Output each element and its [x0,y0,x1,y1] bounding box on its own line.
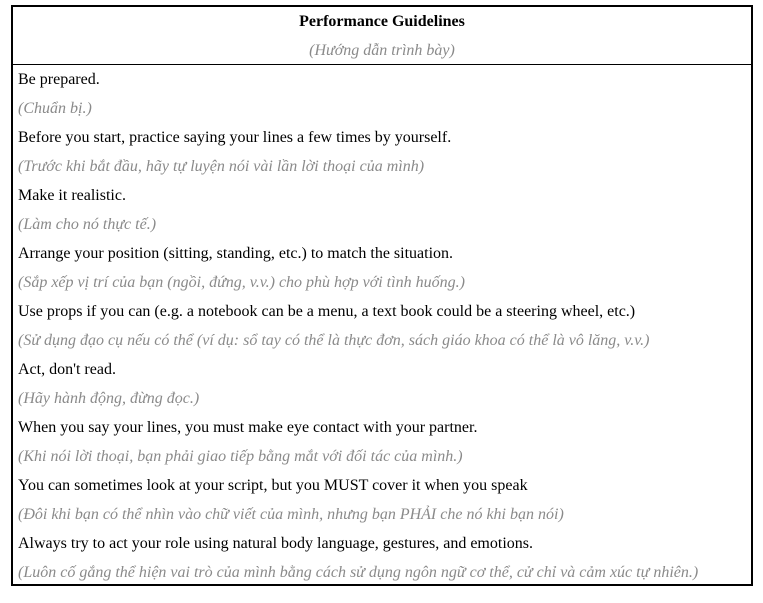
performance-guidelines-table [11,5,753,586]
guideline-english-text: Arrange your position (sitting, standing, etc.) to match the situation. [18,245,454,262]
guideline-english-text: When you say your lines, you must make eye contact with your partner. [18,419,478,436]
page-subtitle: (Hướng dẫn trình bày) [309,42,455,59]
guideline-row [18,529,745,587]
guidelines-list [13,65,751,587]
guideline-row [18,65,745,123]
guideline-row [18,471,745,529]
guideline-row [18,355,745,413]
table-header [13,7,751,65]
guideline-row [18,297,745,355]
guideline-english-text: Be prepared. [18,71,100,88]
guideline-english-text: Act, don't read. [18,361,116,378]
guideline-english-text: Before you start, practice saying your lines a few times by yourself. [18,129,452,146]
guideline-vietnamese-text: (Trước khi bắt đầu, hãy tự luyện nói vài lần lời thoại của mình) [18,158,425,175]
guideline-vietnamese-text: (Sắp xếp vị trí của bạn (ngồi, đứng, v.v.) cho phù hợp với tình huống.) [18,274,465,291]
page-title: Performance Guidelines [299,13,465,30]
guideline-english-text: Make it realistic. [18,187,126,204]
guideline-row [18,181,745,239]
guideline-vietnamese-text: (Đôi khi bạn có thể nhìn vào chữ viết của mình, nhưng bạn PHẢI che nó khi bạn nói) [18,506,564,523]
guideline-english-text: Use props if you can (e.g. a notebook can be a menu, a text book could be a steering wheel, etc.) [18,303,636,320]
guideline-english-text: You can sometimes look at your script, but you MUST cover it when you speak [18,477,528,494]
guideline-vietnamese-text: (Hãy hành động, đừng đọc.) [18,390,200,407]
guideline-vietnamese-text: (Sử dụng đạo cụ nếu có thể (ví dụ: sổ tay có thể là thực đơn, sách giáo khoa có thể là vô lăng, v.v.) [18,332,650,349]
guideline-english-text: Always try to act your role using natural body language, gestures, and emotions. [18,535,533,552]
guideline-vietnamese-text: (Khi nói lời thoại, bạn phải giao tiếp bằng mắt với đối tác của mình.) [18,448,463,465]
guideline-vietnamese-text: (Làm cho nó thực tế.) [18,216,157,233]
guideline-vietnamese-text: (Luôn cố gắng thể hiện vai trò của mình bằng cách sử dụng ngôn ngữ cơ thể, cử chỉ và cảm xúc tự nhiên.) [18,564,699,581]
guideline-row [18,413,745,471]
guideline-vietnamese-text: (Chuẩn bị.) [18,100,92,117]
guideline-row [18,239,745,297]
guideline-row [18,123,745,181]
